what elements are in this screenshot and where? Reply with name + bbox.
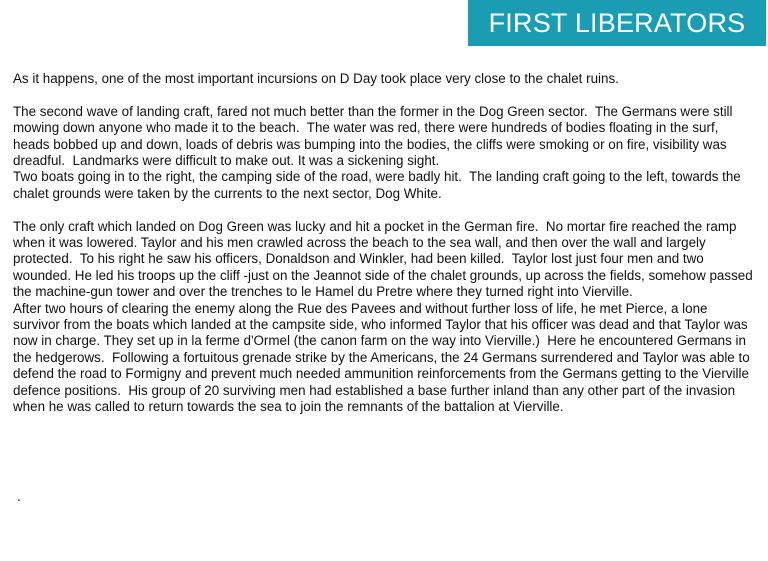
page-title: FIRST LIBERATORS [488,8,746,38]
page-title-banner [468,0,766,46]
paragraph-second-wave: The second wave of landing craft, fared not much better than the former in the Dog Green sector. The Germans were still mowing down anyone who made it to the beach. The water was red, there were hundreds of bodies floating in the surf, heads bobbed up and down, loads of debris was bumping into the bodies, the cliffs were smoking or on fire, visibility was dreadful. Landmarks were difficult to make out. It was a sickening sight. [13,103,737,169]
paragraph-two-boats: Two boats going in to the right, the camping side of the road, were badly hit. The landing craft going to the left, towards the chalet grounds were taken by the currents to the next sector, Dog White. [13,169,745,201]
trailing-mark: . [17,489,21,504]
paragraph-spacer [13,202,758,218]
paragraph-vierville: After two hours of clearing the enemy along the Rue des Pavees and without further loss of life, he met Pierce, a lone survivor from the boats which landed at the campsite side, who informed Taylor that his officer was dead and that Taylor was now in charge. They set up in la ferme d'Ormel (the canon farm on the way into Vierville.) Here he encountered Germans in the hedgerows. Following a fortuitous grenade strike by the Americans, the 24 Germans surrendered and Taylor was able to defend the road to Formigny and prevent much needed ammunition reinforcements from the Germans getting to the Vierville defence positions. His group of 20 surviving men had established a base further inland than any other part of the invasion when he was called to return towards the sea to join the remnants of the battalion at Vierville. [13,300,754,415]
document-body [13,71,758,416]
paragraph-intro: As it happens, one of the most important incursions on D Day took place very close to the chalet ruins. [13,71,619,86]
paragraph-spacer [13,87,758,103]
paragraph-dog-green-landing: The only craft which landed on Dog Green was lucky and hit a pocket in the German fire. No mortar fire reached the ramp when it was lowered. Taylor and his men crawled across the beach to the sea wall, and then over the wall and largely protected. To his right he saw his officers, Donaldson and Winkler, had been killed. Taylor lost just four men and two wounded. He led his troops up the cliff -just on the Jeannot side of the chalet grounds, up across the fields, somehow passed the machine-gun tower and over the trenches to le Hamel du Pretre where they turned right into Vierville. [13,218,757,300]
